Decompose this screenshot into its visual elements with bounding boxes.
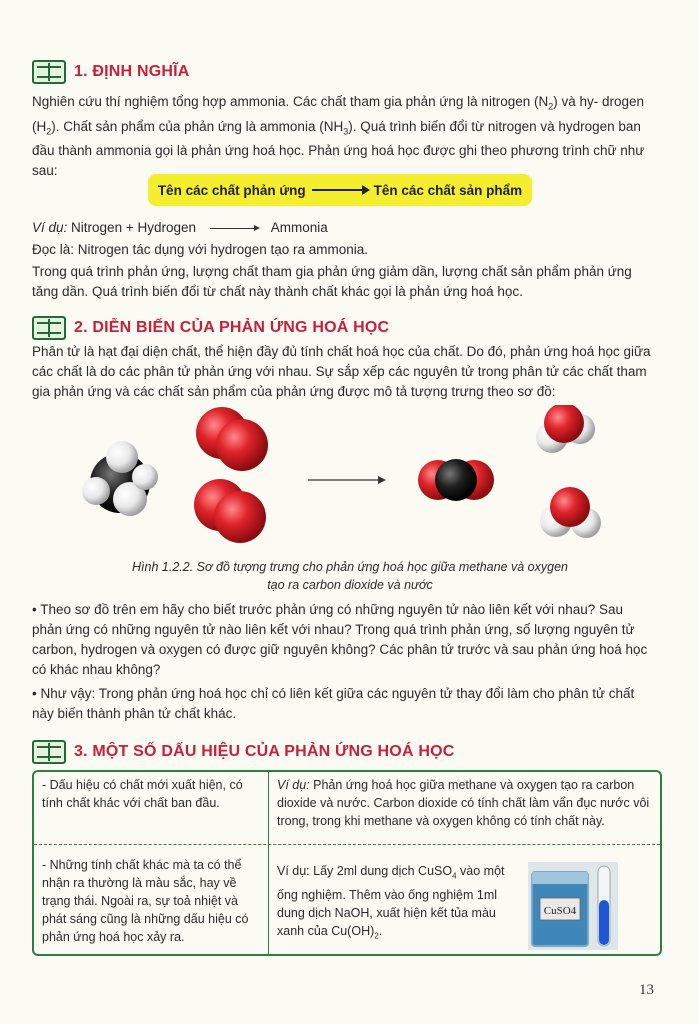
table-cell-row1-right: Ví dụ: Phản ứng hoá học giữa methane và oxygen tạo ra carbon dioxide và nước. Carbon dioxide có tính chất làm vẩn đục nước vôi trong, trong khi methane và oxygen không có tính chất này.	[277, 778, 650, 828]
reaction-arrow-icon	[308, 476, 386, 484]
table-cell-row1-left: - Dấu hiệu có chất mới xuất hiện, có tính chất khác với chất ban đầu.	[42, 778, 243, 810]
carbon-dioxide-molecule-icon	[418, 459, 494, 501]
conclusion-bullet: • Như vậy: Trong phản ứng hoá học chỉ có liên kết giữa các nguyên tử thay đổi làm cho phân tử chất này biến thành phân tử chất khác.	[32, 686, 635, 721]
question-bullet: • Theo sơ đồ trên em hãy cho biết trước phản ứng có những nguyên tử nào liên kết với nhau? Sau phản ứng có những nguyên tử nào liên kết với nhau? Trong quá trình phản ứng, số lượng nguyên tử carbon, hydrogen và oxygen có được giữ nguyên không? Các phân tử trước và sau phản ứng hoá học có khác nhau không?	[32, 602, 648, 677]
jar-label-text: CuSO4	[543, 905, 577, 917]
copper-sulfate-photo	[528, 862, 618, 950]
page-number: 13	[639, 982, 654, 998]
section-1-paragraph-2: Trong quá trình phản ứng, lượng chất tham gia phản ứng giảm dần, lượng chất sản phẩm phản ứng tăng dần. Quá trình biến đổi từ chất này thành chất khác gọi là phản ứng hoá học.	[32, 264, 632, 299]
arrow-icon	[210, 228, 258, 229]
products-label: Tên các chất sản phẩm	[373, 182, 523, 198]
section-1-title: 1. ĐỊNH NGHĨA	[74, 63, 190, 80]
section-3-heading	[32, 740, 455, 764]
oxygen-molecule-icon	[196, 407, 268, 471]
figure-caption: Hình 1.2.2. Sơ đồ tượng trưng cho phản ứng hoá học giữa methane và oxygen tạo ra carbon dioxide và nước	[132, 560, 568, 592]
example-equation: Ví dụ: Nitrogen + Hydrogen Ammonia	[32, 220, 328, 235]
section-1-heading	[32, 60, 190, 84]
oxygen-molecule-icon	[194, 479, 266, 543]
reaction-arrow-icon	[312, 189, 368, 191]
book-icon	[32, 316, 66, 340]
molecule-reaction-diagram	[80, 405, 620, 555]
word-equation-box	[148, 174, 532, 206]
book-icon	[32, 60, 66, 84]
table-cell-row2-right: Ví dụ: Lấy 2ml dung dịch CuSO$_4$ vào một ống nghiệm. Thêm vào ống nghiệm 1ml dung dịch NaOH, xuất hiện kết tủa màu xanh của $Cu(OH)_2$.	[277, 864, 505, 940]
section-3-title: 3. MỘT SỐ DẤU HIỆU CỦA PHẢN ỨNG HOÁ HỌC	[74, 743, 455, 760]
methane-molecule-icon	[82, 441, 158, 516]
section-1-paragraph-1: Nghiên cứu thí nghiệm tổng hợp ammonia. Các chất tham gia phản ứng là nitrogen $(N_2)$ và hy- drogen $(H_2)$. Chất sản phẩm của phản ứng là ammonia $(NH_3)$. Quá trình biến đổi từ nitrogen và hydrogen ban đầu thành ammonia gọi là phản ứng hoá học. Phản ứng hoá học được ghi theo phương trình chữ như sau:	[32, 94, 645, 179]
book-icon	[32, 740, 66, 764]
water-molecule-icon	[540, 487, 601, 538]
section-2-paragraph-1: Phân tử là hạt đại diện chất, thể hiện đầy đủ tính chất hoá học của chất. Do đó, phản ứng hoá học giữa các chất là do các phân tử phản ứng với nhau. Sự sắp xếp các nguyên tử trong phân tử các chất tham gia phản ứng và các chất sản phẩm của phản ứng được mô tả tượng trưng theo sơ đồ:	[32, 344, 651, 399]
table-cell-row2-left: - Những tính chất khác mà ta có thể nhận ra thường là màu sắc, hay về trạng thái. Ngoài ra, sự toả nhiệt và phát sáng cũng là những dấu hiệu có phản ứng hoá học xảy ra.	[42, 858, 249, 944]
water-molecule-icon	[536, 405, 595, 453]
section-2-heading	[32, 316, 389, 340]
section-2-title: 2. DIỄN BIẾN CỦA PHẢN ỨNG HOÁ HỌC	[74, 319, 390, 336]
read-as-line: Đọc là: Nitrogen tác dụng với hydrogen tạo ra ammonia.	[32, 242, 369, 257]
reactants-label: Tên các chất phản ứng	[157, 182, 306, 198]
